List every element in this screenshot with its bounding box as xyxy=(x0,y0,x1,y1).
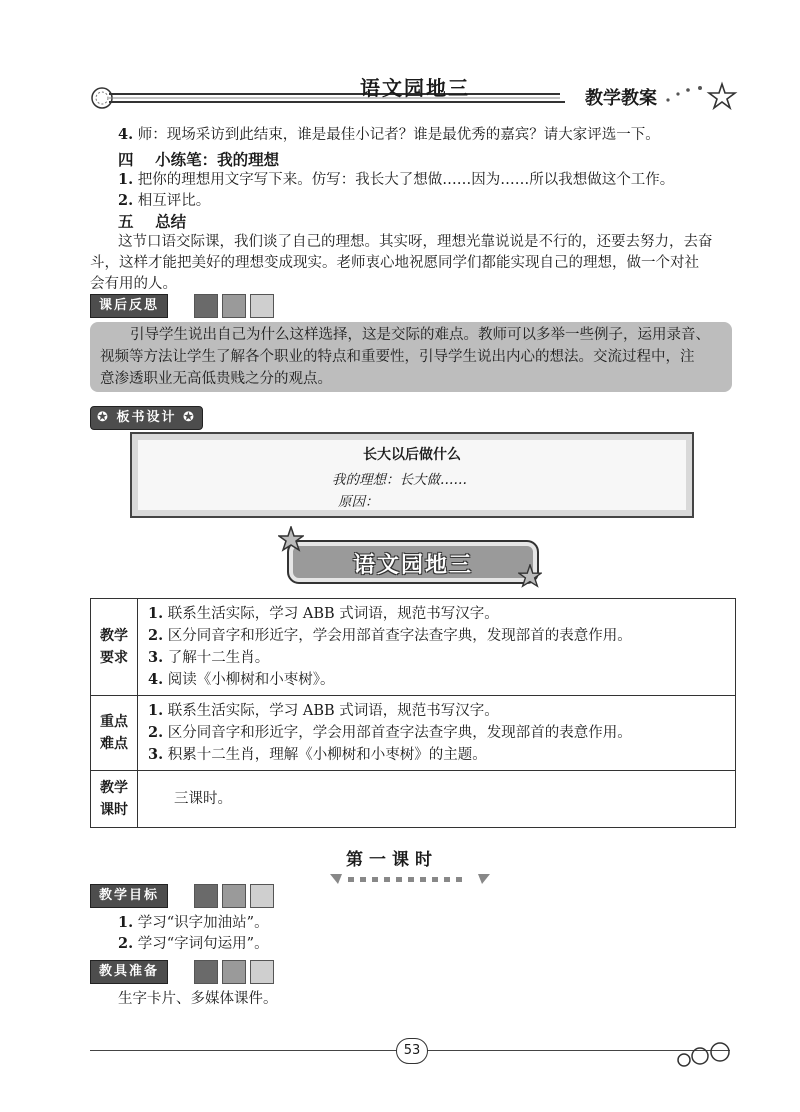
objectives-table xyxy=(90,598,736,828)
section-number: 五 xyxy=(118,213,134,231)
label-line: 教学 xyxy=(100,628,128,644)
item-number: 1. xyxy=(118,171,134,188)
item-text: 阅读《小柳树和小枣树》。 xyxy=(167,672,335,688)
section-4-item-2 xyxy=(118,190,210,212)
item-text: 学习“识字加油站”。 xyxy=(137,915,269,931)
summary-line-2: 斗，这样才能把美好的理想变成现实。老师衷心地祝愿同学们都能实现自己的理想，做一个对社 xyxy=(90,255,699,271)
reflection-line-2: 视频等方法让学生了解各个职业的特点和重要性，引导学生说出内心的想法。交流过程中，注 xyxy=(100,349,695,365)
star-icon xyxy=(518,564,542,588)
list-item xyxy=(148,700,727,722)
list-item xyxy=(148,603,727,625)
row-content xyxy=(138,771,736,828)
reflection-line-3: 意渗透职业无高低贵贱之分的观点。 xyxy=(100,371,332,387)
item-number: 3. xyxy=(148,649,164,666)
chapter-badge xyxy=(287,540,539,584)
item-text: 区分同音字和形近字，学会用部首查字法查字典，发现部首的表意作用。 xyxy=(167,725,632,741)
materials-text: 生字卡片、多媒体课件。 xyxy=(118,991,278,1007)
tag-square-dark xyxy=(194,960,218,984)
row-label xyxy=(91,771,138,828)
row-content xyxy=(138,696,736,771)
list-item xyxy=(148,625,727,647)
item-text: 联系生活实际，学习 ABB 式词语，规范书写汉字。 xyxy=(167,606,499,622)
board-line-2: 原因： xyxy=(338,494,379,510)
goal-item-2 xyxy=(118,933,269,955)
board-title: 长大以后做什么 xyxy=(363,447,461,463)
tag-square-light xyxy=(250,294,274,318)
section-title: 总结 xyxy=(155,213,187,231)
item-number: 1. xyxy=(148,605,164,622)
table-row xyxy=(91,599,736,696)
header-title: 语文园地三 xyxy=(360,76,470,100)
item-number: 4. xyxy=(118,126,134,143)
page-number: 53 xyxy=(396,1038,428,1064)
star-icon xyxy=(664,80,740,114)
reflection-tag: 课后反思 xyxy=(90,294,168,318)
tag-square-dark xyxy=(194,884,218,908)
goal-item-1 xyxy=(118,912,269,934)
item-number: 4. xyxy=(148,671,164,688)
list-item xyxy=(148,647,727,669)
star-icon: ✪ xyxy=(97,410,110,425)
board-tag xyxy=(90,406,203,430)
item-text: 了解十二生肖。 xyxy=(167,650,270,666)
label-line: 课时 xyxy=(100,802,128,818)
board-tag-label: 板书设计 xyxy=(116,410,177,425)
item-text: 把你的理想用文字写下来。仿写：我长大了想做……因为……所以我想做这个工作。 xyxy=(137,172,675,188)
star-icon xyxy=(278,526,304,552)
label-line: 要求 xyxy=(100,650,128,666)
section-title: 小练笔：我的理想 xyxy=(155,151,280,169)
row-label xyxy=(91,696,138,771)
summary-line-3: 会有用的人。 xyxy=(90,276,177,292)
reflection-line-1: 引导学生说出自己为什么这样选择，这是交际的难点。教师可以多举一些例子，运用录音、 xyxy=(130,327,710,343)
star-icon: ✪ xyxy=(182,410,196,425)
item-number: 1. xyxy=(148,702,164,719)
header-rule xyxy=(95,88,565,108)
item-number: 2. xyxy=(118,192,134,209)
list-item xyxy=(148,722,727,744)
bubbles-icon xyxy=(676,1040,740,1070)
item-number: 3. xyxy=(148,746,164,763)
item-text: 师：现场采访到此结束，谁是最佳小记者？谁是最优秀的嘉宾？请大家评选一下。 xyxy=(137,127,660,143)
item-text: 积累十二生肖，理解《小柳树和小枣树》的主题。 xyxy=(167,747,487,763)
item-4 xyxy=(118,124,660,146)
item-number: 2. xyxy=(148,627,164,644)
tag-square-mid xyxy=(222,294,246,318)
section-number: 四 xyxy=(118,151,134,169)
item-text: 区分同音字和形近字，学会用部首查字法查字典，发现部首的表意作用。 xyxy=(167,628,632,644)
list-item xyxy=(148,744,727,766)
tag-square-light xyxy=(250,960,274,984)
class-hours: 三课时。 xyxy=(174,791,232,807)
section-5-heading xyxy=(118,210,186,232)
item-text: 联系生活实际，学习 ABB 式词语，规范书写汉字。 xyxy=(167,703,499,719)
item-text: 相互评比。 xyxy=(137,193,211,209)
item-text: 学习“字词句运用”。 xyxy=(137,936,269,952)
row-content xyxy=(138,599,736,696)
header-brand: 教学教案 xyxy=(585,88,657,109)
tag-square-mid xyxy=(222,960,246,984)
row-label xyxy=(91,599,138,696)
list-item xyxy=(148,669,727,691)
lesson-decoration xyxy=(330,872,490,886)
goals-tag: 教学目标 xyxy=(90,884,168,908)
reflection-box xyxy=(90,322,732,392)
label-line: 重点 xyxy=(100,714,128,730)
table-row xyxy=(91,771,736,828)
table-row xyxy=(91,696,736,771)
item-number: 1. xyxy=(118,914,134,931)
board-design xyxy=(130,432,694,518)
section-4-heading xyxy=(118,148,279,170)
board-line-1: 我的理想：长大做…… xyxy=(332,472,467,488)
tag-square-mid xyxy=(222,884,246,908)
materials-tag: 教具准备 xyxy=(90,960,168,984)
tag-square-light xyxy=(250,884,274,908)
tag-square-dark xyxy=(194,294,218,318)
item-number: 2. xyxy=(118,935,134,952)
label-line: 教学 xyxy=(100,780,128,796)
section-4-item-1 xyxy=(118,169,674,191)
item-number: 2. xyxy=(148,724,164,741)
summary-line-1: 这节口语交际课，我们谈了自己的理想。其实呀，理想光靠说说是不行的，还要去努力，去奋 xyxy=(118,234,713,250)
label-line: 难点 xyxy=(100,736,128,752)
lesson-title: 第一课时 xyxy=(346,850,438,870)
badge-text: 语文园地三 xyxy=(352,553,473,578)
